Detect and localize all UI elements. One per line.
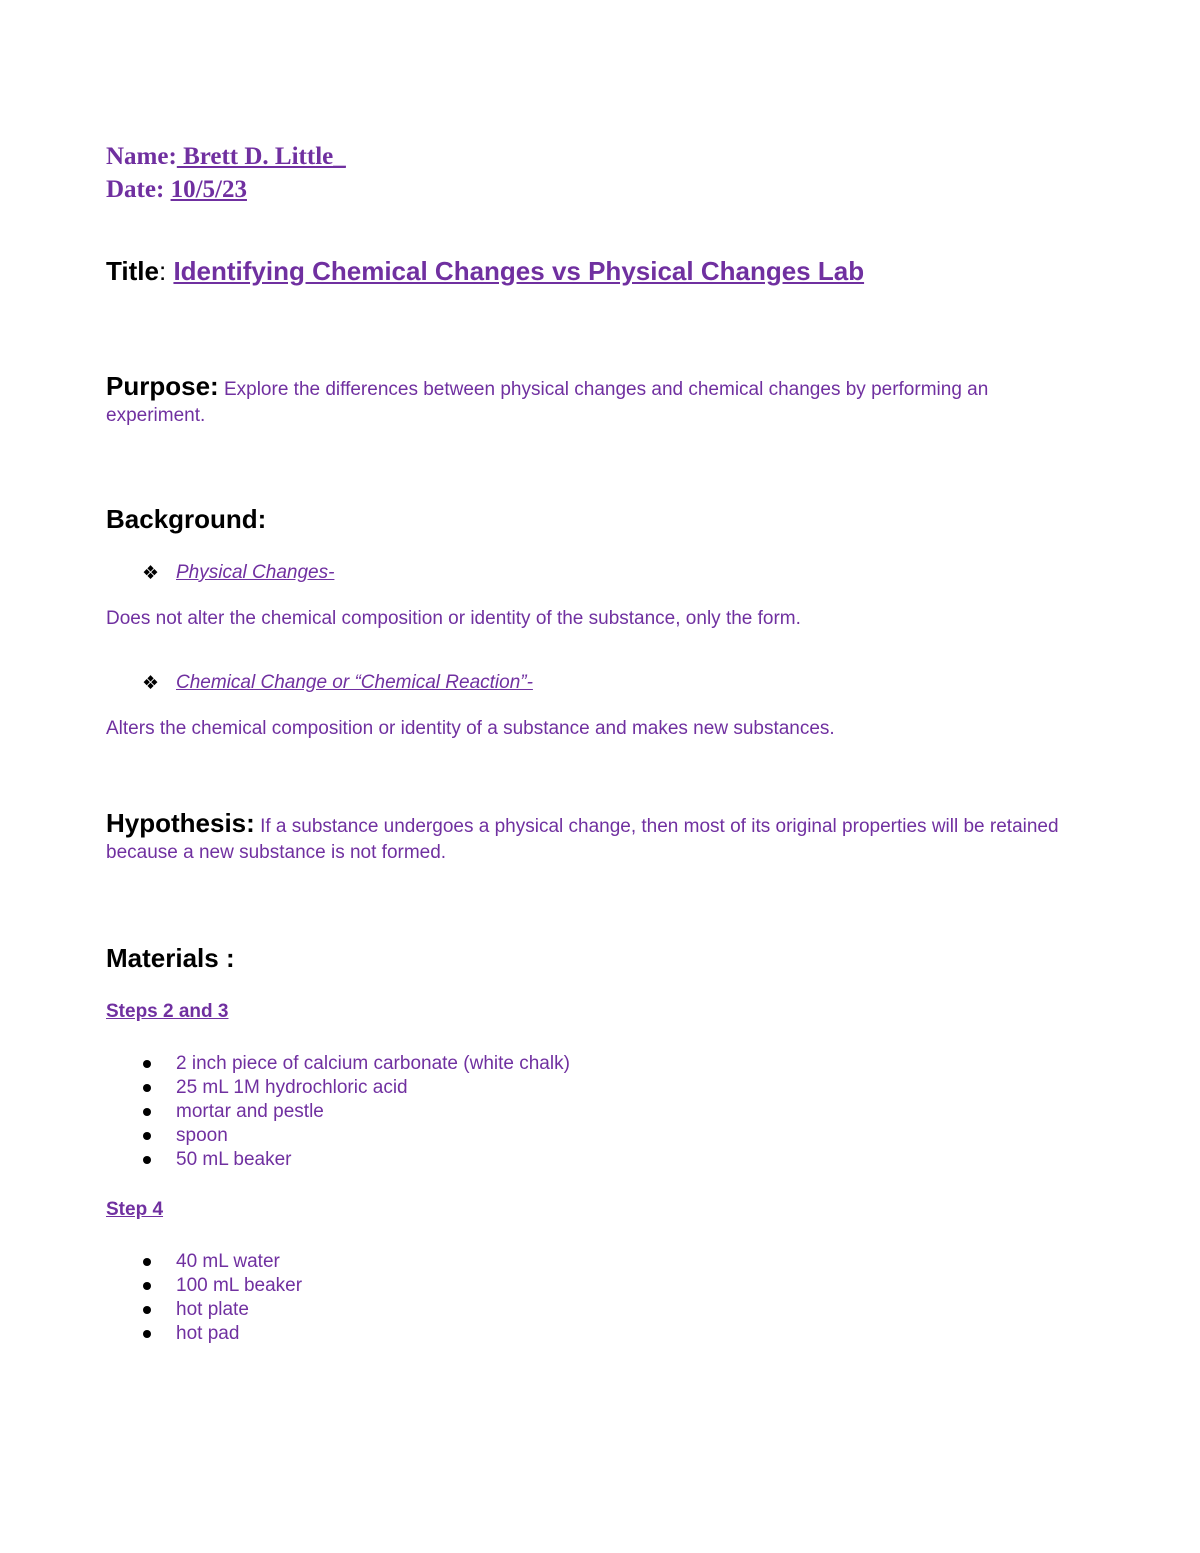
bullet-dot-icon: [143, 1156, 151, 1164]
list-item: 25 mL 1M hydrochloric acid: [106, 1076, 570, 1100]
bullet-dot-icon: [143, 1282, 151, 1290]
name-line: [106, 143, 346, 171]
purpose-text: Explore the differences between physical changes and chemical changes by performing an experiment.: [106, 379, 989, 426]
list-item: mortar and pestle: [106, 1100, 570, 1124]
date-label: Date:: [106, 176, 171, 203]
title-value: Identifying Chemical Changes vs Physical Changes Lab: [173, 256, 865, 286]
list-item: 50 mL beaker: [106, 1148, 570, 1172]
step-4-list: [106, 1250, 302, 1346]
list-item: hot plate: [106, 1298, 302, 1322]
steps-2-3-list: [106, 1052, 570, 1172]
list-item: 100 mL beaker: [106, 1274, 302, 1298]
bullet-dot-icon: [143, 1306, 151, 1314]
bullet-dot-icon: [143, 1084, 151, 1092]
hypothesis-text: If a substance undergoes a physical change, then most of its original properties will be retained because a new substance is not formed.: [106, 816, 1059, 863]
diamond-bullet-icon: ❖: [142, 563, 160, 584]
date-value: 10/5/23: [170, 176, 247, 203]
list-item: hot pad: [106, 1322, 302, 1346]
date-line: [106, 176, 247, 204]
bullet-dot-icon: [143, 1330, 151, 1338]
materials-heading: Materials :: [106, 943, 235, 973]
bullet-dot-icon: [143, 1258, 151, 1266]
purpose-label: Purpose:: [106, 371, 219, 401]
steps-2-3-heading: Steps 2 and 3: [106, 1001, 229, 1022]
hypothesis-section: [106, 808, 1066, 866]
step-4-heading: Step 4: [106, 1199, 164, 1220]
bullet-dot-icon: [143, 1108, 151, 1116]
title-colon: :: [158, 256, 174, 286]
name-label: Name:: [106, 143, 177, 170]
chemical-change-term: Chemical Change or “Chemical Reaction”-: [176, 672, 533, 693]
list-item: 40 mL water: [106, 1250, 302, 1274]
chemical-change-definition: Alters the chemical composition or identity of a substance and makes new substances.: [106, 718, 835, 739]
bullet-dot-icon: [143, 1060, 151, 1068]
list-item: spoon: [106, 1124, 570, 1148]
bullet-dot-icon: [143, 1132, 151, 1140]
background-heading: Background:: [106, 504, 267, 534]
name-value: Brett D. Little_: [176, 143, 346, 170]
list-item: 2 inch piece of calcium carbonate (white chalk): [106, 1052, 570, 1076]
physical-changes-definition: Does not alter the chemical composition or identity of the substance, only the form.: [106, 608, 801, 629]
physical-changes-term: Physical Changes-: [176, 562, 335, 583]
title-line: [106, 256, 864, 287]
purpose-section: [106, 371, 1066, 429]
title-label: Title: [106, 256, 159, 286]
hypothesis-label: Hypothesis:: [106, 808, 255, 838]
diamond-bullet-icon: ❖: [142, 673, 160, 694]
